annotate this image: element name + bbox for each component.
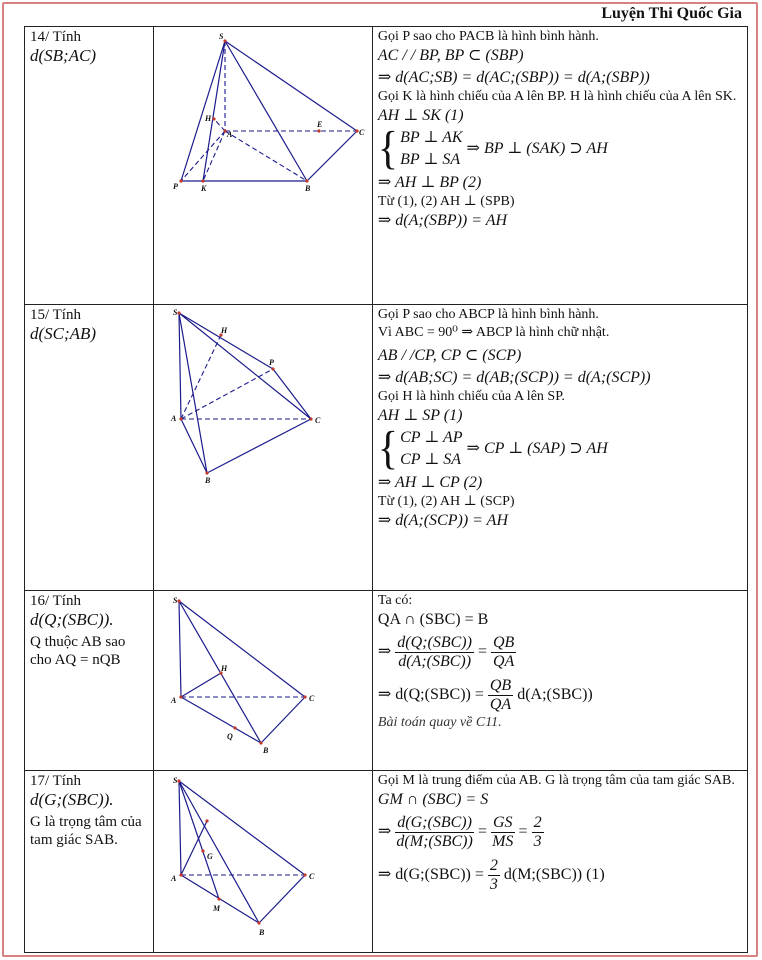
label-P: P <box>268 358 274 367</box>
edge-AG <box>181 821 207 875</box>
system-line: BP ⊥ SA <box>400 151 461 168</box>
table-row <box>25 591 748 771</box>
label-M: M <box>212 904 221 913</box>
table-row <box>25 27 748 305</box>
problem-title: 15/ Tính <box>30 307 81 323</box>
problem-expr: d(SC;AB) <box>30 324 97 343</box>
label-A: A <box>226 130 233 139</box>
edge-AH <box>181 673 221 697</box>
numerator: 2 <box>533 814 542 831</box>
edge-PC <box>273 369 311 419</box>
problem-condition: Q thuộc AB sao cho AQ = nQB <box>30 634 126 668</box>
solution-line: ⇒ AH ⊥ CP (2) <box>377 474 483 491</box>
numerator: QB <box>492 634 515 651</box>
edge-SB <box>179 781 259 923</box>
edge-AK <box>203 131 225 181</box>
solution-line: Gọi P sao cho PACB là hình bình hành. <box>377 29 599 44</box>
numerator: d(G;(SBC)) <box>397 814 472 831</box>
implies: ⇒ <box>377 643 392 661</box>
rhs: d(A;(SBC)) <box>517 686 593 704</box>
edge-AB <box>225 131 307 181</box>
figure-16 <box>159 593 367 763</box>
solution-line: ⇒ d(AC;SB) = d(AC;(SBP)) = d(A;(SBP)) <box>377 69 650 86</box>
edge-AH <box>181 335 221 419</box>
label-H: H <box>220 326 228 335</box>
problem-title: 14/ Tính <box>30 29 81 45</box>
system-result: ⇒ CP ⊥ (SAP) ⊃ AH <box>466 440 608 457</box>
edge-SC <box>179 781 305 875</box>
edge-BC <box>207 419 311 473</box>
ratio-line <box>378 677 742 714</box>
solution-line: ⇒ d(A;(SCP)) = AH <box>377 512 508 529</box>
label-B: B <box>262 746 269 755</box>
numerator: QB <box>489 677 512 694</box>
solution-cell <box>372 591 747 771</box>
label-H: H <box>204 114 212 123</box>
edge-BC <box>261 697 305 743</box>
label-E: E <box>316 120 323 129</box>
problem-cell <box>25 771 154 953</box>
problem-expr: d(SB;AC) <box>30 46 97 65</box>
solution-cell <box>372 305 747 591</box>
label-A: A <box>170 414 177 423</box>
solution-line: Gọi P sao cho ABCP là hình bình hành. <box>377 307 599 322</box>
edge-AP <box>181 131 225 181</box>
fraction <box>488 677 513 714</box>
fraction <box>395 814 474 851</box>
figure-cell <box>153 27 372 305</box>
label-C: C <box>358 128 365 137</box>
fraction <box>532 814 544 851</box>
fraction <box>395 634 474 671</box>
label-C: C <box>314 416 321 425</box>
label-S: S <box>172 308 178 317</box>
system-brace: { CP ⊥ AP CP ⊥ SA ⇒ CP ⊥ (SAP) ⊃ AH <box>377 423 608 475</box>
edge-BC <box>259 875 305 923</box>
edge-SB <box>225 41 307 181</box>
table-row <box>25 771 748 953</box>
edge-AP <box>181 369 273 419</box>
denominator: MS <box>492 833 514 850</box>
solution-line: GM ∩ (SBC) = S <box>377 791 489 808</box>
label-B: B <box>258 928 265 937</box>
label-S: S <box>172 596 178 605</box>
solution-line: ⇒ d(AB;SC) = d(AB;(SCP)) = d(A;(SCP)) <box>377 369 651 386</box>
figure-15 <box>159 307 367 487</box>
solution-cell <box>372 27 747 305</box>
denominator: d(A;(SBC)) <box>398 653 472 670</box>
label-B: B <box>304 184 311 193</box>
label-P: P <box>172 182 178 191</box>
solution-line: AC / / BP, BP ⊂ (SBP) <box>377 47 524 64</box>
label-Q: Q <box>226 732 233 741</box>
edge-SM <box>179 781 219 899</box>
solution-line: Gọi H là hình chiếu của A lên SP. <box>377 389 565 404</box>
label-A: A <box>170 874 177 883</box>
system-result: ⇒ BP ⊥ (SAK) ⊃ AH <box>466 140 608 157</box>
denominator: QA <box>489 696 512 713</box>
system-line: BP ⊥ AK <box>400 129 463 146</box>
label-H: H <box>220 664 228 673</box>
solution-line: AH ⊥ SK (1) <box>377 107 464 124</box>
system-line: CP ⊥ AP <box>400 429 463 446</box>
lhs: ⇒ d(G;(SBC)) = <box>377 866 484 884</box>
fraction <box>488 857 500 894</box>
solution-line: ⇒ AH ⊥ BP (2) <box>377 174 482 191</box>
problem-cell <box>25 27 154 305</box>
figure-14 <box>159 29 367 199</box>
problem-condition: G là trọng tâm của tam giác SAB. <box>30 814 142 848</box>
note: Bài toán quay về C11. <box>377 715 502 730</box>
solution-line: AB / /CP, CP ⊂ (SCP) <box>377 347 522 364</box>
edge-AB <box>181 419 207 473</box>
solution-line: Ta có: <box>377 593 413 608</box>
problem-cell <box>25 305 154 591</box>
solution-line: Vì ABC = 90⁰ ⇒ ABCP là hình chữ nhật. <box>377 325 610 340</box>
equals: = <box>518 823 528 841</box>
figure-cell <box>153 305 372 591</box>
denominator: d(M;(SBC)) <box>396 833 473 850</box>
edge-SC <box>179 601 305 697</box>
numerator: GS <box>492 814 513 831</box>
page-header: Luyện Thi Quốc Gia <box>601 5 742 22</box>
table-row <box>25 305 748 591</box>
denominator: 3 <box>489 876 498 893</box>
label-C: C <box>308 694 315 703</box>
label-K: K <box>200 184 207 193</box>
problem-expr: d(G;(SBC)). <box>30 790 114 809</box>
rhs: d(M;(SBC)) (1) <box>503 866 605 884</box>
label-C: C <box>308 872 315 881</box>
edge-SA <box>179 313 181 419</box>
problem-title: 17/ Tính <box>30 773 81 789</box>
label-S: S <box>172 776 178 785</box>
edge-SA <box>179 601 181 697</box>
edge-AB <box>181 697 261 743</box>
solution-line: Từ (1), (2) AH ⊥ (SCP) <box>377 494 515 509</box>
edge-AH <box>214 119 225 131</box>
solution-line: Gọi K là hình chiếu của A lên BP. H là hình chiếu của A lên SK. <box>377 89 737 104</box>
denominator: QA <box>492 653 515 670</box>
ratio-line <box>378 814 742 851</box>
solutions-table <box>24 26 748 953</box>
denominator: 3 <box>533 833 542 850</box>
numerator: 2 <box>489 857 498 874</box>
ratio-line <box>378 857 742 894</box>
figure-cell <box>153 771 372 953</box>
problem-title: 16/ Tính <box>30 593 81 609</box>
edge-SC <box>179 313 311 419</box>
fraction <box>491 634 516 671</box>
numerator: d(Q;(SBC)) <box>397 634 472 651</box>
lhs: ⇒ d(Q;(SBC)) = <box>377 686 484 704</box>
fraction <box>491 814 515 851</box>
label-S: S <box>218 32 224 41</box>
edge-SC <box>225 41 357 131</box>
figure-cell <box>153 591 372 771</box>
solution-line: AH ⊥ SP (1) <box>377 407 463 424</box>
problem-expr: d(Q;(SBC)). <box>30 610 114 629</box>
edge-BC <box>307 131 357 181</box>
solution-cell <box>372 771 747 953</box>
label-A: A <box>170 696 177 705</box>
figure-17 <box>159 773 367 945</box>
solution-line: Gọi M là trung điểm của AB. G là trọng tâm của tam giác SAB. <box>377 773 735 788</box>
ratio-line <box>378 634 742 671</box>
problem-cell <box>25 591 154 771</box>
equals: = <box>477 643 487 661</box>
edge-SP <box>181 41 225 181</box>
implies: ⇒ <box>377 823 392 841</box>
equals: = <box>477 823 487 841</box>
system-brace: { BP ⊥ AK BP ⊥ SA ⇒ BP ⊥ (SAK) ⊃ AH <box>377 123 608 175</box>
solution-line: Từ (1), (2) AH ⊥ (SPB) <box>377 194 515 209</box>
edge-SA <box>179 781 181 875</box>
edge-SK <box>203 41 225 181</box>
solution-line: ⇒ d(A;(SBP)) = AH <box>377 212 508 229</box>
system-line: CP ⊥ SA <box>400 451 462 468</box>
solution-line: QA ∩ (SBC) = B <box>377 611 489 628</box>
label-B: B <box>204 476 211 485</box>
label-G: G <box>206 852 213 861</box>
edge-SP <box>179 313 273 369</box>
